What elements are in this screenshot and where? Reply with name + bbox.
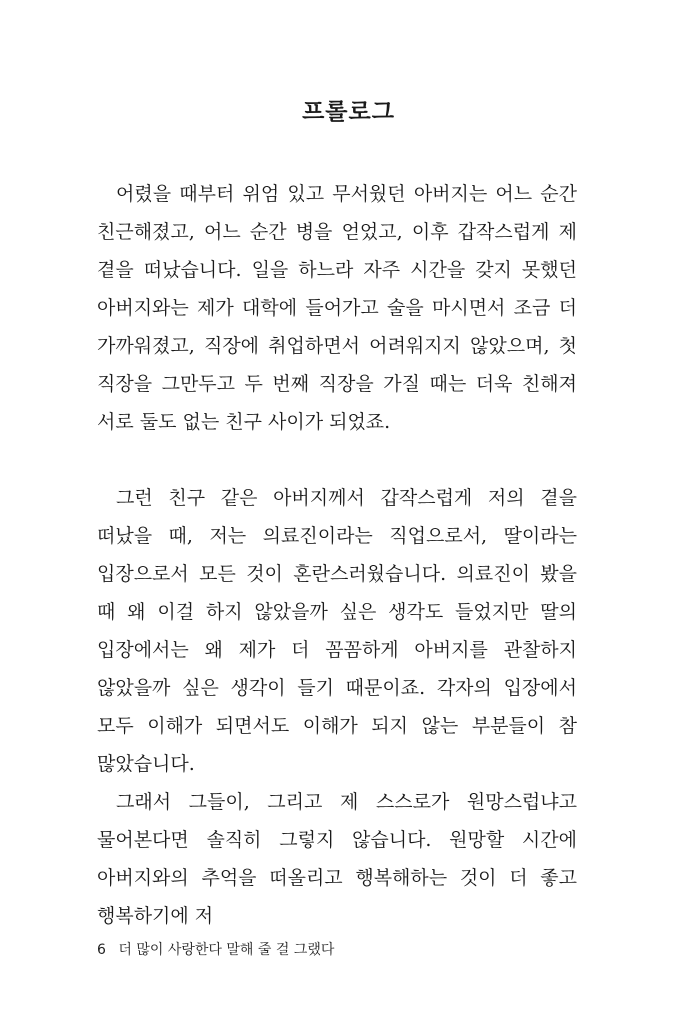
paragraph-1: 어렸을 때부터 위엄 있고 무서웠던 아버지는 어느 순간 친근해졌고, 어느 순간 병을 얻었고, 이후 갑작스럽게 제 곁을 떠났습니다. 일을 하느라 자주 시간을 갖지 못했던 아버지와는 제가 대학에 들어가고 술을 마시면서 조금 더 가까워졌고, 직장에 취업하면서 어려워지지 않았으며, 첫 직장을 그만두고 두 번째 직장을 가질 때는 더욱 친해져 서로 둘도 없는 친구 사이가 되었죠. (97, 183, 577, 433)
chapter-title: 프롤로그 (302, 98, 395, 125)
paragraph-2: 그런 친구 같은 아버지께서 갑작스럽게 저의 곁을 떠났을 때, 저는 의료진이라는 직업으로서, 딸이라는 입장으로서 모든 것이 혼란스러웠습니다. 의료진이 봤을 때 왜 이걸 하지 않았을까 싶은 생각도 들었지만 딸의 입장에서는 왜 제가 더 꼼꼼하게 아버지를 관찰하지 않았을까 싶은 생각이 들기 때문이죠. 각자의 입장에서 모두 이해가 되면서도 이해가 되지 않는 부분들이 참 많았습니다. (97, 487, 577, 775)
page-footer (97, 941, 334, 959)
body-text (97, 175, 577, 935)
paragraph-3: 그래서 그들이, 그리고 제 스스로가 원망스럽냐고 물어본다면 솔직히 그렇지 않습니다. 원망할 시간에 아버지와의 추억을 떠올리고 행복해하는 것이 더 좋고 행복하기에 저 (97, 791, 577, 927)
running-book-title: 더 많이 사랑한다 말해 줄 걸 그랬다 (118, 942, 335, 958)
page-number: 6 (97, 942, 106, 958)
